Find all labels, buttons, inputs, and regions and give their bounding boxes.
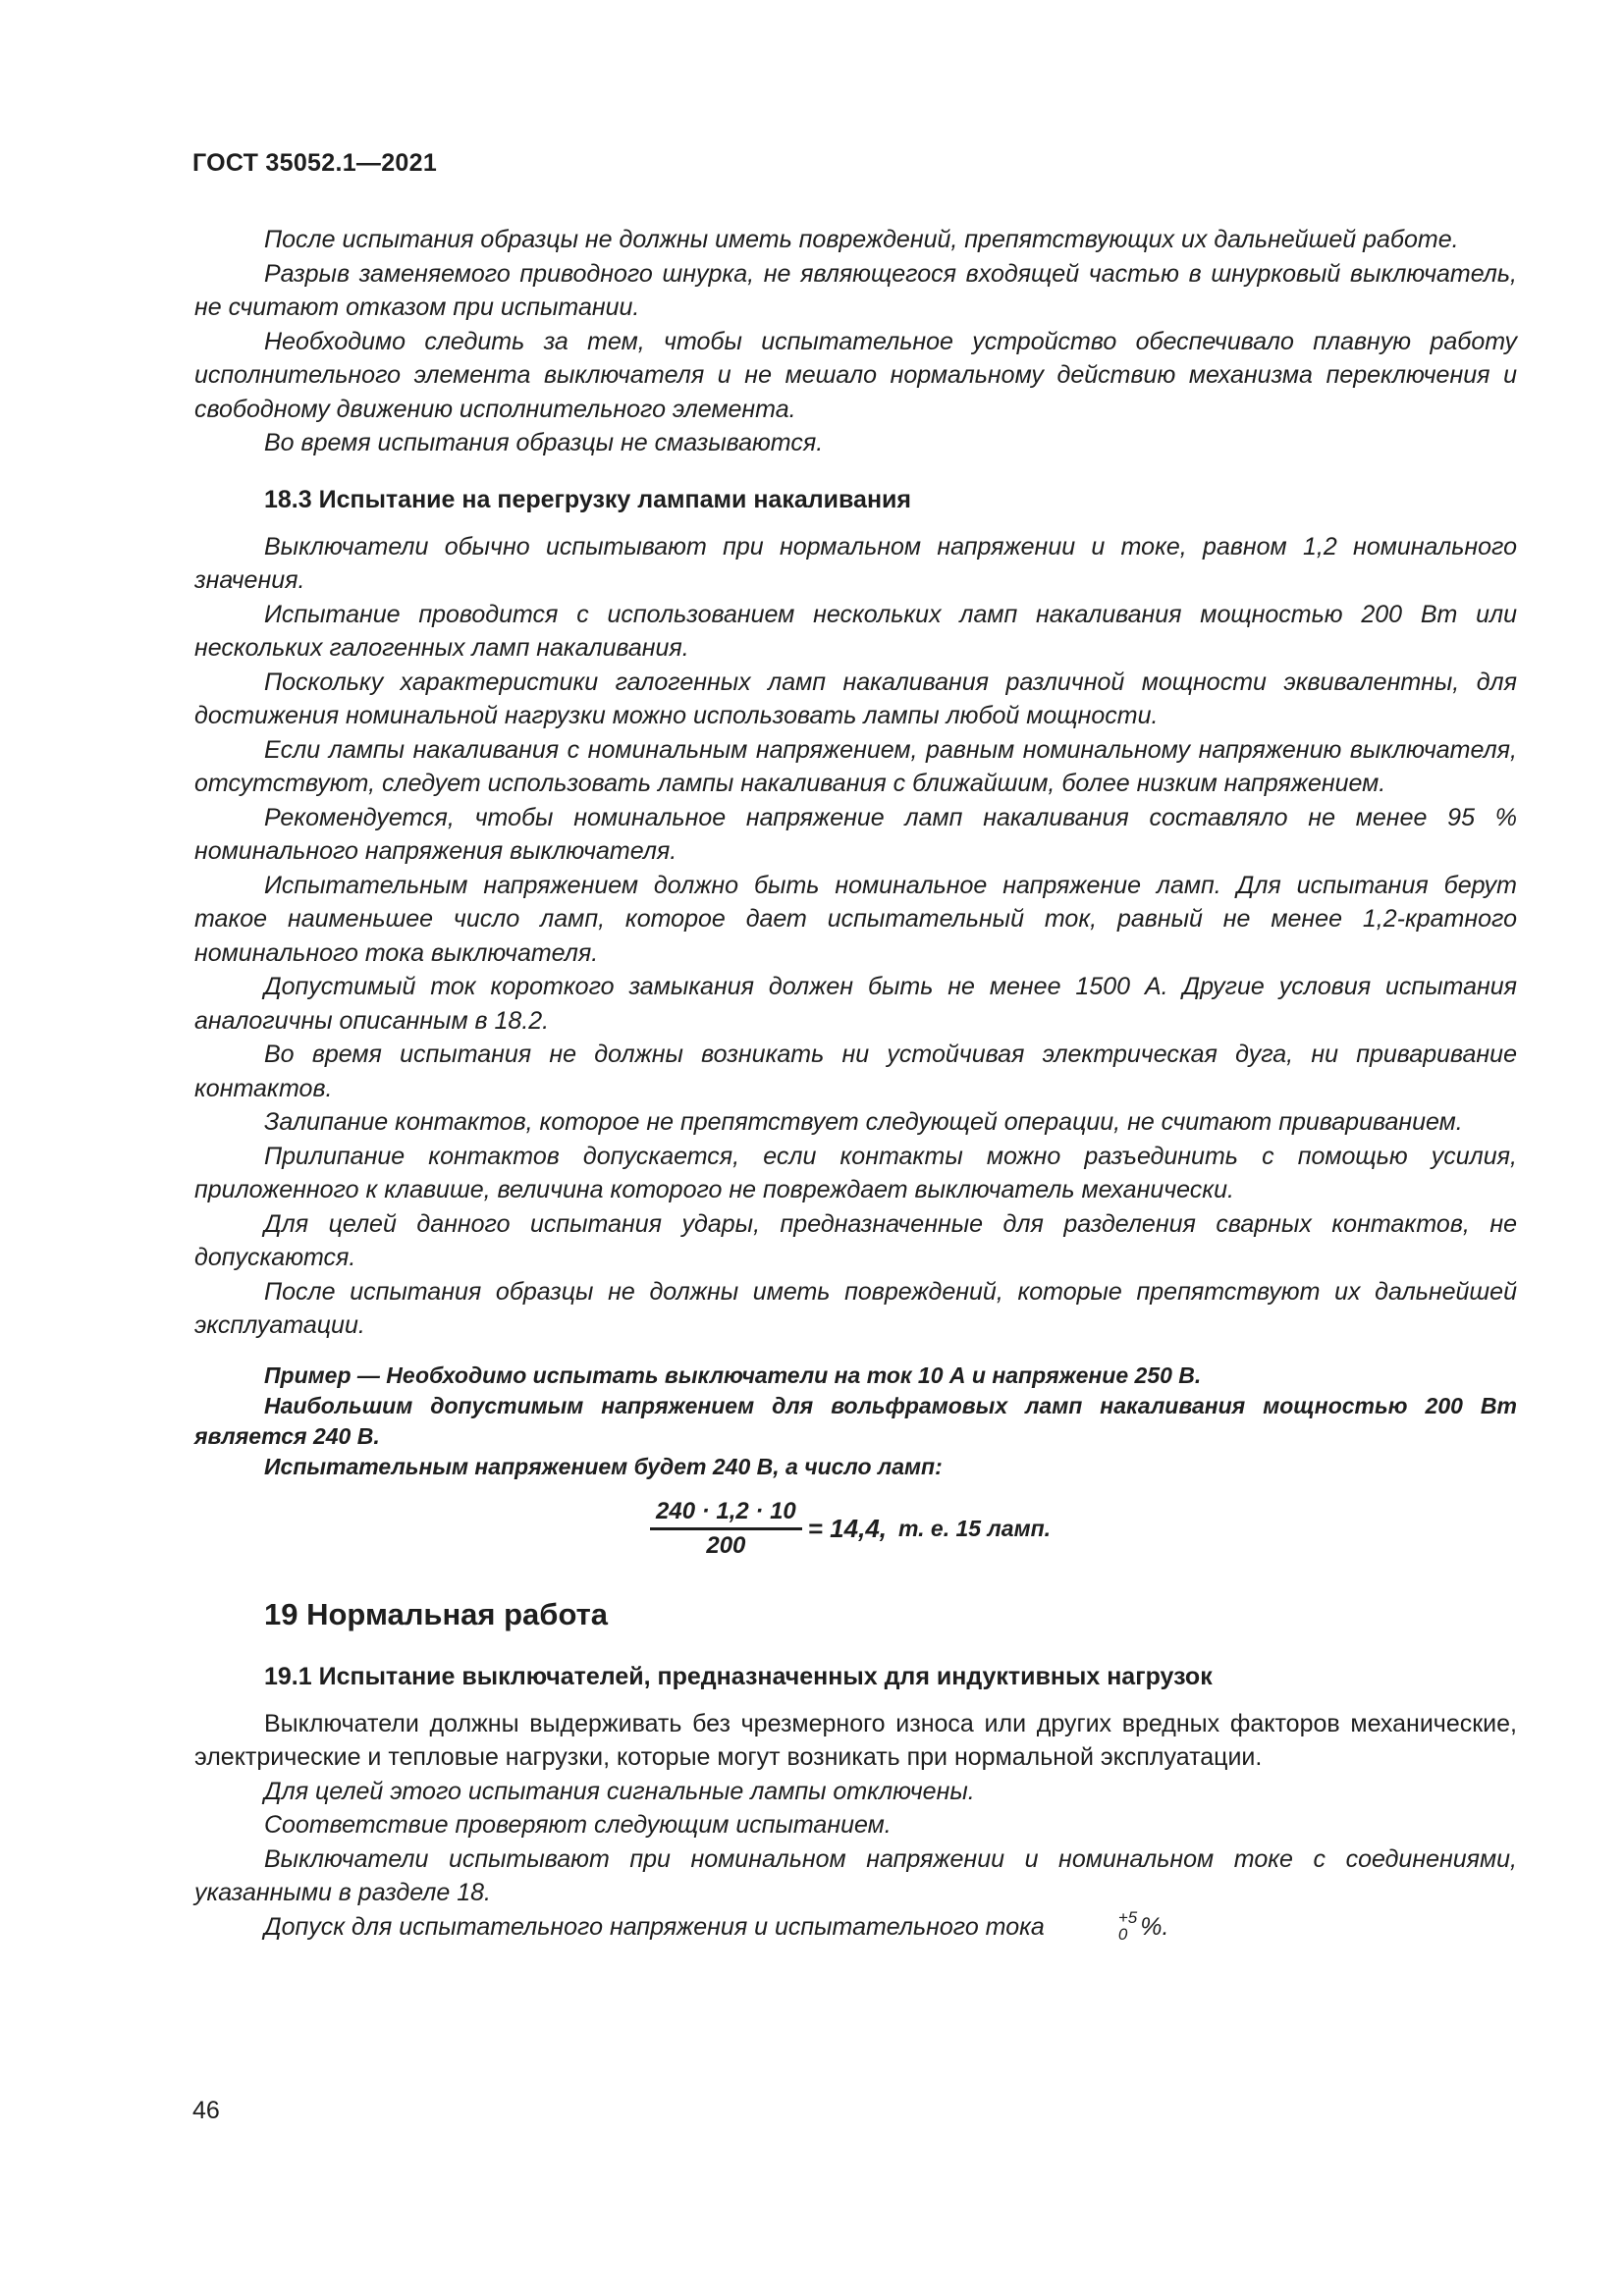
section-heading-18-3: 18.3 Испытание на перегрузку лампами накаливания xyxy=(264,485,911,513)
paragraph: Поскольку характеристики галогенных ламп накаливания различной мощности эквивалентны, для достижения номинальной нагрузки можно использовать лампы любой мощности. xyxy=(194,667,1517,729)
paragraph: Во время испытания не должны возникать ни устойчивая электрическая дуга, ни приваривание контактов. xyxy=(194,1041,1517,1102)
paragraph: Рекомендуется, чтобы номинальное напряжение ламп накаливания составляло не менее 95 % номинального напряжения выключателя. xyxy=(194,803,1517,865)
paragraph: Разрыв заменяемого приводного шнурка, не являющегося входящей частью в шнурковый выключатель, не считают отказом при испытании. xyxy=(194,259,1517,321)
paragraph: Прилипание контактов допускается, если контакты можно разъединить с помощью усилия, приложенного к клавише, величина которого не повреждает выключатель механически. xyxy=(194,1142,1517,1203)
example-line: Испытательным напряжением будет 240 В, а число ламп: xyxy=(264,1453,943,1479)
tolerance-text: Допуск для испытательного напряжения и испытательного тока xyxy=(264,1912,1045,1941)
example-line: Пример — Необходимо испытать выключатели на ток 10 А и напряжение 250 В. xyxy=(264,1362,1202,1388)
section-heading-19-1: 19.1 Испытание выключателей, предназначенных для индуктивных нагрузок xyxy=(264,1662,1213,1690)
paragraph: Если лампы накаливания с номинальным напряжением, равным номинальному напряжению выключателя, отсутствуют, следует использовать лампы накаливания с ближайшим, более низким напряжением. xyxy=(194,735,1517,797)
paragraph: После испытания образцы не должны иметь повреждений, которые препятствуют их дальнейшей эксплуатации. xyxy=(194,1277,1517,1339)
formula-equals: = 14,4, xyxy=(807,1513,887,1543)
formula-fraction xyxy=(650,1498,802,1560)
paragraph: Допустимый ток короткого замыкания должен быть не менее 1500 А. Другие условия испытания аналогичны описанным в 18.2. xyxy=(194,973,1517,1035)
paragraph: Выключатели должны выдерживать без чрезмерного износа или других вредных факторов механические, электрические и тепловые нагрузки, которые могут возникать при нормальной эксплуатации. xyxy=(194,1709,1517,1771)
paragraph: Испытание проводится с использованием нескольких ламп накаливания мощностью 200 Вт или нескольких галогенных ламп накаливания. xyxy=(194,600,1517,662)
example-line: Наибольшим допустимым напряжением для вольфрамовых ламп накаливания мощностью 200 Вт является 240 В. xyxy=(194,1392,1517,1449)
formula-numerator: 240 · 1,2 · 10 xyxy=(650,1498,802,1530)
paragraph: Для целей этого испытания сигнальные лампы отключены. xyxy=(264,1777,975,1805)
tolerance-limits xyxy=(1049,1909,1137,1943)
formula-denominator: 200 xyxy=(706,1531,746,1559)
tolerance-unit: %. xyxy=(1140,1912,1169,1941)
paragraph: Выключатели испытывают при номинальном напряжении и номинальном токе с соединениями, указанными в разделе 18. xyxy=(194,1844,1517,1906)
formula-result: т. е. 15 ламп. xyxy=(898,1515,1052,1541)
paragraph: Залипание контактов, которое не препятствует следующей операции, не считают привариванием. xyxy=(264,1108,1463,1136)
paragraph: Необходимо следить за тем, чтобы испытательное устройство обеспечивало плавную работу исполнительного элемента выключателя и не мешало нормальному действию механизма переключения и свободному движению исполнительного элемента. xyxy=(194,327,1517,423)
paragraph: Соответствие проверяют следующим испытанием. xyxy=(264,1811,892,1839)
paragraph: Испытательным напряжением должно быть номинальное напряжение ламп. Для испытания берут такое наименьшее число ламп, которое дает испытательный ток, равный не менее 1,2-кратного номинального тока выключателя. xyxy=(194,871,1517,967)
document-header: ГОСТ 35052.1—2021 xyxy=(192,149,438,177)
page-number: 46 xyxy=(192,2097,220,2124)
tolerance-upper: +5 xyxy=(1117,1907,1138,1927)
formula xyxy=(650,1498,1517,1560)
tolerance-lower: 0 xyxy=(1117,1924,1128,1944)
paragraph: Во время испытания образцы не смазываются. xyxy=(264,429,824,456)
paragraph: Для целей данного испытания удары, предназначенные для разделения сварных контактов, не допускаются. xyxy=(194,1209,1517,1271)
page-content xyxy=(194,223,1517,1945)
section-heading-19: 19 Нормальная работа xyxy=(264,1596,609,1631)
tolerance-paragraph xyxy=(194,1907,1517,1945)
paragraph: Выключатели обычно испытывают при нормальном напряжении и токе, равном 1,2 номинального значения. xyxy=(194,532,1517,594)
paragraph: После испытания образцы не должны иметь повреждений, препятствующих их дальнейшей работе. xyxy=(264,226,1459,253)
